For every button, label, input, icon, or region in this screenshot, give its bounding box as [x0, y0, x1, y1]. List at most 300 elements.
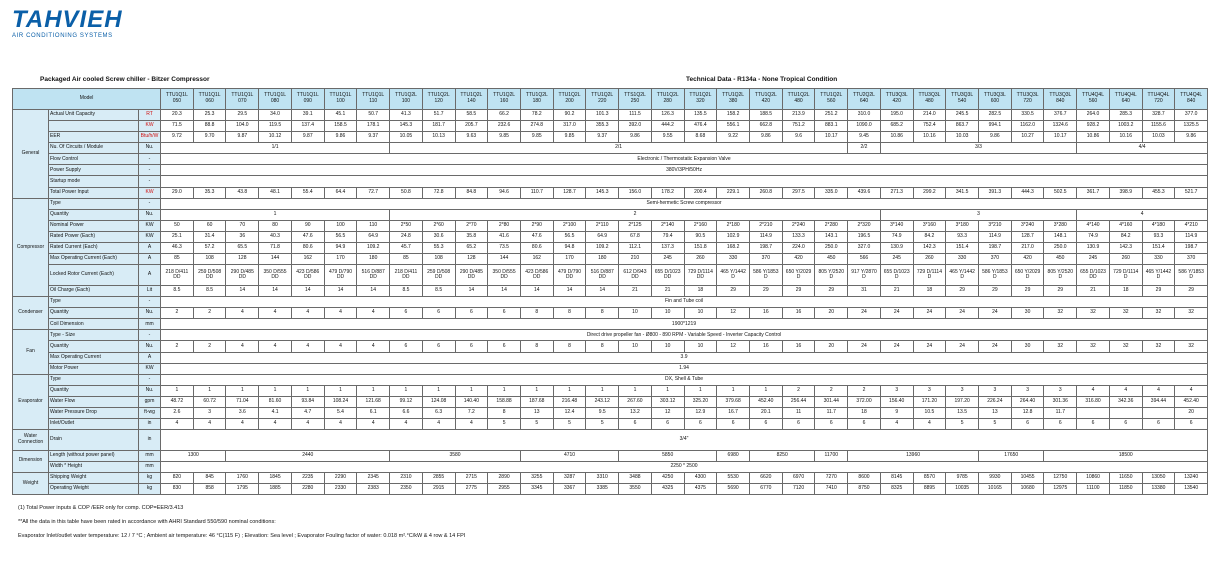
value-cell: 8570	[913, 472, 946, 483]
value-cell: 1324.6	[1044, 121, 1077, 132]
model-size: 100	[401, 98, 411, 104]
unit-label: -	[139, 330, 161, 341]
value-cell: 10.17	[1044, 132, 1077, 143]
spec-row	[13, 407, 1208, 418]
section-label: Condenser	[13, 297, 49, 330]
model-series: TTU1Q2L	[591, 92, 614, 99]
value-cell: 4	[357, 341, 390, 352]
value-cell: 158.5	[324, 121, 357, 132]
parameter-label: Quantity	[49, 385, 139, 396]
value-cell: 7270	[815, 472, 848, 483]
model-header: Model	[13, 89, 161, 110]
value-cell: 1325.5	[1175, 121, 1208, 132]
unit-label: Nu.	[139, 341, 161, 352]
value-cell: 229.1	[717, 187, 750, 198]
value-cell: 267.60	[619, 396, 652, 407]
spec-row	[13, 143, 1208, 154]
value-cell: 650 Y/2029 D	[782, 265, 815, 286]
value-cell: 128	[226, 254, 259, 265]
value-cell: 245	[651, 254, 684, 265]
value-cell: 729 D/1114 DD	[684, 265, 717, 286]
unit-label: Nu.	[139, 143, 161, 154]
value-cell: 2*80	[488, 220, 521, 231]
value-cell: 245	[880, 254, 913, 265]
value-cell: 372.00	[848, 396, 881, 407]
spec-row	[13, 374, 1208, 385]
value-cell: 1	[717, 385, 750, 396]
model-header-cell	[193, 89, 226, 110]
value-cell: 650 Y/2029 D	[1011, 265, 1044, 286]
unit-label: Nu.	[139, 385, 161, 396]
value-cell: 3310	[586, 472, 619, 483]
value-cell: 195.0	[880, 110, 913, 121]
value-cell: 218 D/411 DD	[390, 265, 423, 286]
model-series: TTU1Q1L	[329, 92, 352, 99]
value-cell: 328.7	[1142, 110, 1175, 121]
value-cell: 114.9	[979, 231, 1012, 242]
value-cell: 260	[1109, 254, 1142, 265]
value-cell: 10.16	[913, 132, 946, 143]
unit-label: in	[139, 419, 161, 430]
value-cell: 4	[259, 341, 292, 352]
parameter-label: Type	[49, 374, 139, 385]
value-cell: 6	[651, 419, 684, 430]
value-cell: 13	[979, 407, 1012, 418]
value-cell: 13540	[1175, 483, 1208, 494]
value-cell: 1	[422, 385, 455, 396]
value-cell: 805 Y/2520 D	[1044, 265, 1077, 286]
value-cell: 420	[782, 254, 815, 265]
value-cell: 24	[848, 341, 881, 352]
spec-row	[13, 483, 1208, 494]
value-cell: 398.9	[1109, 187, 1142, 198]
value-cell: 14	[553, 286, 586, 297]
parameter-label: Nominal Power	[49, 220, 139, 231]
value-cell: 10	[651, 308, 684, 319]
value-cell: 81.60	[259, 396, 292, 407]
model-size: 720	[1154, 98, 1163, 104]
section-label: Dimension	[13, 450, 49, 472]
value-cell: 104.0	[226, 121, 259, 132]
unit-label: -	[139, 165, 161, 176]
value-cell: 4	[422, 419, 455, 430]
value-cell: 1300	[161, 450, 226, 461]
value-cell: Direct drive propeller fan - Ø800 - 890 RPM - Variable Speed - Inverter Capacity Control	[161, 330, 1208, 341]
model-header-cell	[422, 89, 455, 110]
value-cell: 2*320	[848, 220, 881, 231]
model-size: 060	[205, 98, 214, 104]
value-cell: 4300	[684, 472, 717, 483]
value-cell: 377.0	[1175, 110, 1208, 121]
parameter-label	[49, 121, 139, 132]
model-header-cell	[1142, 89, 1175, 110]
value-cell: 3*240	[1011, 220, 1044, 231]
value-cell: 299.2	[913, 187, 946, 198]
value-cell: 11100	[1077, 483, 1110, 494]
value-cell: 9.55	[651, 132, 684, 143]
value-cell: 566	[848, 254, 881, 265]
value-cell: 8.5	[161, 286, 194, 297]
value-cell: 301.36	[1044, 396, 1077, 407]
value-cell: 30	[1011, 308, 1044, 319]
value-cell: 142.3	[913, 242, 946, 253]
value-cell: 2*50	[390, 220, 423, 231]
value-cell: 31.4	[193, 231, 226, 242]
value-cell: 394.44	[1142, 396, 1175, 407]
value-cell: 4250	[651, 472, 684, 483]
value-cell: 11700	[815, 450, 848, 461]
value-cell: 370	[979, 254, 1012, 265]
parameter-label: Quantity	[49, 308, 139, 319]
value-cell: 4	[161, 419, 194, 430]
model-size: 080	[270, 98, 280, 104]
value-cell: 50.7	[357, 110, 390, 121]
value-cell: 3.6	[226, 407, 259, 418]
model-size: 840	[1187, 98, 1196, 104]
value-cell: 14	[586, 286, 619, 297]
value-cell: 24	[946, 341, 979, 352]
model-size: 720	[1023, 98, 1032, 104]
parameter-label: Drain	[49, 430, 139, 450]
value-cell: 330	[717, 254, 750, 265]
value-cell: 32	[1109, 341, 1142, 352]
value-cell: 8	[586, 308, 619, 319]
model-series: TTU3Q3L	[1016, 92, 1039, 99]
unit-label: Btu/h/W	[139, 132, 161, 143]
model-size: 280	[663, 98, 672, 104]
value-cell: 4*180	[1142, 220, 1175, 231]
value-cell: 2235	[291, 472, 324, 483]
value-cell: 6	[455, 308, 488, 319]
spec-row	[13, 461, 1208, 472]
value-cell: 90.5	[684, 231, 717, 242]
value-cell: 85	[161, 254, 194, 265]
value-cell: 2*70	[455, 220, 488, 231]
value-cell: 452.40	[749, 396, 782, 407]
value-cell: 9785	[946, 472, 979, 483]
value-cell: 1	[226, 385, 259, 396]
value-cell: 2*90	[520, 220, 553, 231]
value-cell: 1162.0	[1011, 121, 1044, 132]
value-cell: 80.6	[291, 242, 324, 253]
value-cell: 31	[848, 286, 881, 297]
value-cell: 1	[684, 385, 717, 396]
value-cell: 6.3	[422, 407, 455, 418]
value-cell: 70	[226, 220, 259, 231]
value-cell: 9.86	[979, 132, 1012, 143]
value-cell: 4	[259, 419, 292, 430]
value-cell: 188.5	[749, 110, 782, 121]
parameter-label: Coil Dimension	[49, 319, 139, 330]
unit-label: -	[139, 198, 161, 209]
value-cell: 8	[488, 407, 521, 418]
model-size: 200	[565, 98, 574, 104]
value-cell: 1885	[259, 483, 292, 494]
value-cell: 2*180	[717, 220, 750, 231]
value-cell: 73.5	[488, 242, 521, 253]
unit-label: gpm	[139, 396, 161, 407]
value-cell: 10860	[1077, 472, 1110, 483]
value-cell: 1	[357, 385, 390, 396]
value-cell: 4	[193, 419, 226, 430]
value-cell: 198.7	[979, 242, 1012, 253]
value-cell: 108.24	[324, 396, 357, 407]
value-cell: 2*125	[619, 220, 652, 231]
value-cell: 9.63	[455, 132, 488, 143]
value-cell: 1003.2	[1109, 121, 1142, 132]
value-cell: 18500	[1044, 450, 1208, 461]
value-cell: 9.86	[619, 132, 652, 143]
value-cell: 3550	[619, 483, 652, 494]
value-cell: 4	[357, 419, 390, 430]
value-cell: 4	[291, 419, 324, 430]
value-cell: 45.7	[390, 242, 423, 253]
value-cell: 444.2	[651, 121, 684, 132]
value-cell: 170	[324, 254, 357, 265]
value-cell: 48.72	[161, 396, 194, 407]
value-cell: 465 Y/1442 D	[717, 265, 750, 286]
value-cell: 4	[357, 308, 390, 319]
value-cell: 423 D/586 DD	[520, 265, 553, 286]
model-header-cell	[619, 89, 652, 110]
value-cell: 3287	[553, 472, 586, 483]
value-cell: 2440	[226, 450, 390, 461]
value-cell: 928.2	[1077, 121, 1110, 132]
value-cell: 830	[161, 483, 194, 494]
value-cell: 32	[1077, 341, 1110, 352]
value-cell: 214.0	[913, 110, 946, 121]
value-cell: 439.6	[848, 187, 881, 198]
value-cell: 6980	[717, 450, 750, 461]
value-cell: 6	[1077, 419, 1110, 430]
model-series: TTU3Q3L	[1049, 92, 1072, 99]
value-cell: 6	[1011, 419, 1044, 430]
value-cell: 8145	[880, 472, 913, 483]
value-cell: 110.7	[520, 187, 553, 198]
value-cell: 9.72	[161, 132, 194, 143]
value-cell: 140.40	[455, 396, 488, 407]
value-cell: 2290	[324, 472, 357, 483]
value-cell: 2*60	[422, 220, 455, 231]
value-cell: 151.4	[1142, 242, 1175, 253]
value-cell: 245.5	[946, 110, 979, 121]
model-size: 420	[761, 98, 770, 104]
model-series: TTU4Q4L	[1147, 92, 1170, 99]
value-cell: 58.5	[455, 110, 488, 121]
parameter-label: Quantity	[49, 209, 139, 220]
value-cell: 21	[619, 286, 652, 297]
model-series: TTU1Q1L	[362, 92, 385, 99]
value-cell: 162	[291, 254, 324, 265]
parameter-label: Quantity	[49, 341, 139, 352]
value-cell: 1795	[226, 483, 259, 494]
value-cell: 5.4	[324, 407, 357, 418]
value-cell: 2*210	[749, 220, 782, 231]
value-cell	[1109, 407, 1142, 418]
value-cell: 14	[324, 286, 357, 297]
value-cell: 729 D/1114 D	[1109, 265, 1142, 286]
unit-label: Nu.	[139, 308, 161, 319]
value-cell: 274.8	[520, 121, 553, 132]
value-cell: 4	[880, 419, 913, 430]
value-cell: 5	[979, 419, 1012, 430]
value-cell: 6	[455, 341, 488, 352]
model-size: 050	[172, 98, 182, 104]
value-cell: 14	[455, 286, 488, 297]
value-cell: 9.45	[848, 132, 881, 143]
value-cell: 2	[848, 385, 881, 396]
value-cell: 3	[193, 407, 226, 418]
value-cell: 60	[193, 220, 226, 231]
section-label: Compressor	[13, 198, 49, 297]
model-size: 420	[892, 98, 901, 104]
value-cell: 137.3	[651, 242, 684, 253]
spec-row	[13, 450, 1208, 461]
value-cell: 32	[1142, 341, 1175, 352]
value-cell: 2915	[422, 483, 455, 494]
model-header-cell	[913, 89, 946, 110]
value-cell	[1077, 407, 1110, 418]
value-cell: 109.2	[586, 242, 619, 253]
value-cell: 4	[390, 419, 423, 430]
value-cell: 2280	[291, 483, 324, 494]
value-cell: 8	[553, 341, 586, 352]
value-cell: 5	[488, 419, 521, 430]
value-cell: 213.9	[782, 110, 815, 121]
unit-label: mm	[139, 319, 161, 330]
value-cell: 290 D/485 DD	[455, 265, 488, 286]
value-cell: 6	[422, 341, 455, 352]
model-header-cell	[324, 89, 357, 110]
value-cell: 145.3	[586, 187, 619, 198]
value-cell: 50.8	[390, 187, 423, 198]
value-cell: 476.4	[684, 121, 717, 132]
value-cell: 71.5	[161, 121, 194, 132]
value-cell: 21	[880, 286, 913, 297]
model-header-cell	[1044, 89, 1077, 110]
value-cell: 3	[880, 385, 913, 396]
spec-row	[13, 121, 1208, 132]
spec-row	[13, 341, 1208, 352]
model-series: TTU1Q2L	[754, 92, 777, 99]
brand-name: TAHVIEH	[12, 6, 123, 33]
value-cell: 71.04	[226, 396, 259, 407]
model-header-cell	[259, 89, 292, 110]
value-cell: 217.0	[1011, 242, 1044, 253]
parameter-label: Rated Power (Each)	[49, 231, 139, 242]
value-cell: 6	[488, 341, 521, 352]
value-cell: 330.5	[1011, 110, 1044, 121]
value-cell: 586 Y/1853 D	[979, 265, 1012, 286]
value-cell: 32	[1142, 308, 1175, 319]
value-cell: 4	[1077, 209, 1208, 220]
value-cell: 55.4	[291, 187, 324, 198]
spec-row	[13, 319, 1208, 330]
value-cell: 245	[1077, 254, 1110, 265]
model-header-cell	[749, 89, 782, 110]
value-cell: 994.1	[979, 121, 1012, 132]
value-cell: 2	[161, 308, 194, 319]
value-cell: 6970	[782, 472, 815, 483]
value-cell: 259 D/508 DD	[422, 265, 455, 286]
footnote-line: Evaporator Inlet/outlet water temperature: 12 / 7 °C ; Ambient air temperature: 46 °C(115 F) ; Elevation: Sea level ; Evaporator Fouling factor of water: 0.018 m².°C/kW & 4 row & 14 FPI	[18, 533, 466, 539]
value-cell: 11	[782, 407, 815, 418]
model-header-cell	[553, 89, 586, 110]
value-cell: 114.9	[749, 231, 782, 242]
value-cell: 121.68	[357, 396, 390, 407]
value-cell: 1	[651, 385, 684, 396]
value-cell: 8600	[848, 472, 881, 483]
value-cell: 9.85	[488, 132, 521, 143]
value-cell: 180	[357, 254, 390, 265]
value-cell: 24.8	[390, 231, 423, 242]
value-cell: 4	[259, 308, 292, 319]
parameter-label: Total Power Input	[49, 187, 139, 198]
model-size: 140	[467, 98, 476, 104]
value-cell: 200.4	[684, 187, 717, 198]
value-cell: 11.7	[1044, 407, 1077, 418]
value-cell: 48.1	[259, 187, 292, 198]
value-cell: 1	[749, 385, 782, 396]
spec-row	[13, 472, 1208, 483]
value-cell: 256.44	[782, 396, 815, 407]
value-cell: 330	[946, 254, 979, 265]
value-cell: 4	[291, 308, 324, 319]
value-cell: 74.9	[1077, 231, 1110, 242]
spec-row	[13, 265, 1208, 286]
value-cell: 9.85	[553, 132, 586, 143]
value-cell: 2715	[455, 472, 488, 483]
value-cell: 196.5	[848, 231, 881, 242]
value-cell: 2/1	[390, 143, 848, 154]
value-cell: 5	[520, 419, 553, 430]
value-cell: 6	[1175, 419, 1208, 430]
model-header-cell	[520, 89, 553, 110]
model-series: TTU4Q4L	[1082, 92, 1104, 99]
value-cell: 94.8	[553, 242, 586, 253]
value-cell: 16	[749, 341, 782, 352]
value-cell: 9.37	[586, 132, 619, 143]
value-cell: 8.5	[422, 286, 455, 297]
parameter-label: Max Operating Current	[49, 352, 139, 363]
value-cell: 5850	[619, 450, 717, 461]
value-cell: 858	[193, 483, 226, 494]
value-cell: 12	[651, 407, 684, 418]
value-cell: 232.6	[488, 121, 521, 132]
specification-table	[12, 88, 1208, 495]
value-cell: 4*210	[1175, 220, 1208, 231]
value-cell: 80.6	[520, 242, 553, 253]
parameter-label: Rated Current (Each)	[49, 242, 139, 253]
value-cell: 34.0	[259, 110, 292, 121]
footnote-line: **All the data in this table have been rated in accordance with AHRI Standard 550/590 nominal conditions:	[18, 519, 276, 525]
value-cell: 10.16	[1109, 132, 1142, 143]
value-cell: 29	[782, 286, 815, 297]
model-size: 070	[238, 98, 247, 104]
model-series: TTU3Q3L	[918, 92, 941, 99]
value-cell: 423 D/586 DD	[291, 265, 324, 286]
spec-row	[13, 198, 1208, 209]
value-cell: 71.8	[259, 242, 292, 253]
value-cell: 3/3	[880, 143, 1076, 154]
unit-label: kg	[139, 483, 161, 494]
value-cell: 14	[226, 286, 259, 297]
value-cell: 25.3	[193, 110, 226, 121]
value-cell: 148.1	[1044, 231, 1077, 242]
value-cell: 805 Y/2520 D	[815, 265, 848, 286]
value-cell: 162	[520, 254, 553, 265]
value-cell: 10	[684, 308, 717, 319]
